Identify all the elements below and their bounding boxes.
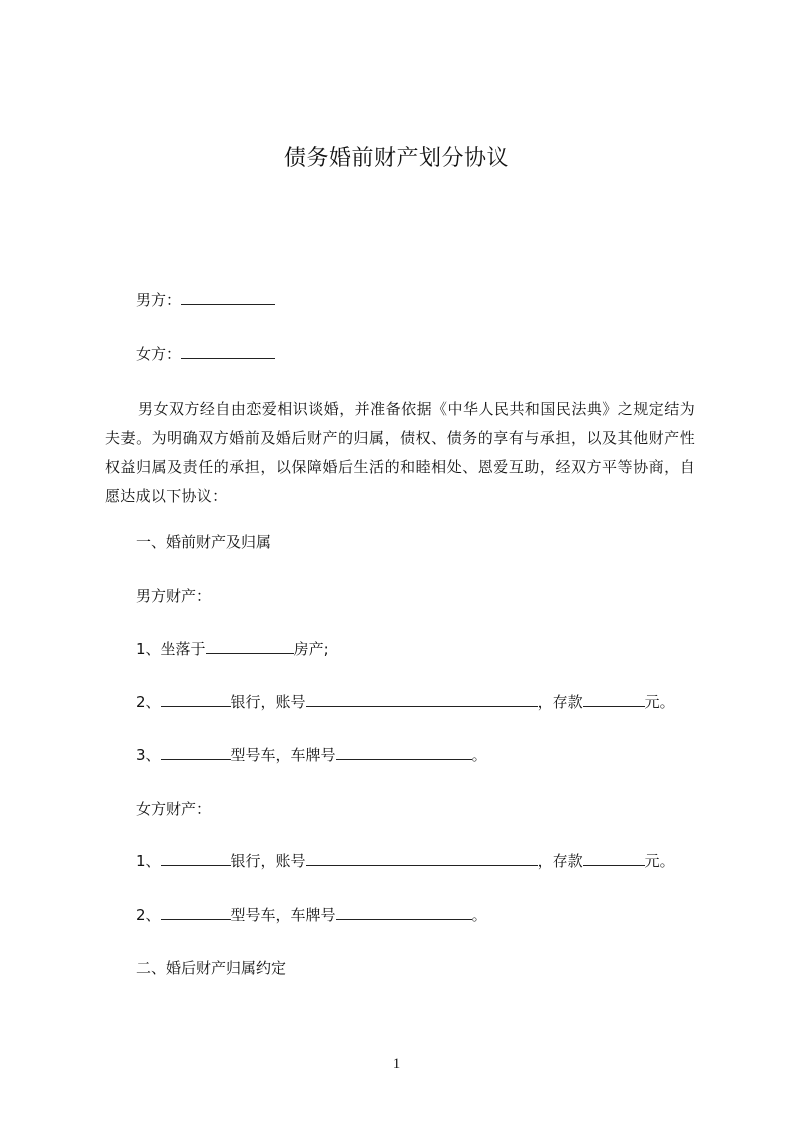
item-text: 型号车，车牌号	[230, 746, 336, 764]
item-text: 银行，账号	[230, 852, 306, 870]
male-party-blank[interactable]	[181, 290, 275, 305]
item-text: 元。	[644, 693, 675, 711]
male-item-3	[136, 745, 487, 765]
deposit-amount-blank[interactable]	[583, 851, 645, 866]
item-text: 坐落于	[160, 640, 206, 658]
male-party-label: 男方：	[136, 291, 182, 309]
female-property-heading: 女方财产：	[136, 800, 212, 818]
female-item-1	[136, 851, 675, 871]
plate-number-blank[interactable]	[336, 905, 472, 920]
item-text: 房产;	[293, 640, 329, 658]
car-model-blank[interactable]	[161, 745, 231, 760]
item-number: 3、	[136, 746, 161, 764]
item-number: 2、	[136, 906, 161, 924]
male-item-1	[136, 639, 329, 659]
deposit-amount-blank[interactable]	[583, 692, 645, 707]
male-item-2	[136, 692, 675, 712]
plate-number-blank[interactable]	[336, 745, 472, 760]
car-model-blank[interactable]	[161, 905, 231, 920]
item-text: ，存款	[537, 693, 583, 711]
item-text: ，存款	[537, 852, 583, 870]
item-number: 2、	[136, 693, 161, 711]
section2-heading: 二、婚后财产归属约定	[136, 959, 287, 977]
female-party-blank[interactable]	[181, 344, 275, 359]
section1-heading: 一、婚前财产及归属	[136, 533, 272, 551]
page-number: 1	[392, 1056, 401, 1072]
item-text: 。	[471, 746, 487, 764]
house-location-blank[interactable]	[206, 639, 294, 654]
item-text: 型号车，车牌号	[230, 906, 336, 924]
intro-paragraph: 男女双方经自由恋爱相识谈婚，并准备依据《中华人民共和国民法典》之规定结为夫妻。为明确双方婚前及婚后财产的归属，债权、债务的享有与承担，以及其他财产性权益归属及责任的承担，以保障婚后生活的和睦相处、恩爱互助，经双方平等协商，自愿达成以下协议：	[105, 400, 695, 505]
male-party-line	[136, 290, 275, 310]
bank-name-blank[interactable]	[161, 851, 231, 866]
female-party-line	[136, 344, 275, 364]
item-number: 1、	[136, 640, 161, 658]
document-title: 债务婚前财产划分协议	[283, 146, 509, 171]
female-item-2	[136, 905, 487, 925]
item-number: 1、	[136, 852, 161, 870]
male-property-heading: 男方财产：	[136, 587, 212, 605]
item-text: 银行，账号	[230, 693, 306, 711]
bank-name-blank[interactable]	[161, 692, 231, 707]
account-number-blank[interactable]	[306, 692, 538, 707]
item-text: 元。	[644, 852, 675, 870]
item-text: 。	[471, 906, 487, 924]
female-party-label: 女方：	[136, 345, 182, 363]
account-number-blank[interactable]	[306, 851, 538, 866]
